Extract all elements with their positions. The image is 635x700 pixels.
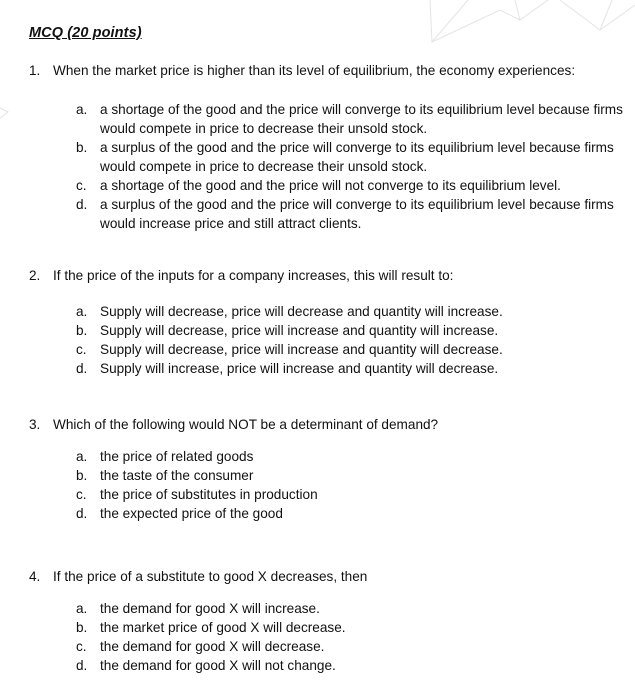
option-text: a shortage of the good and the price will not converge to its equilibrium level. <box>100 178 561 193</box>
option-c[interactable] <box>76 177 626 196</box>
question-text: When the market price is higher than its level of equilibrium, the economy experiences: <box>53 63 576 78</box>
option-text: a surplus of the good and the price will converge to its equilibrium level because firms would compete in price to decrease their unsold stock. <box>100 140 614 174</box>
option-a[interactable] <box>76 101 626 138</box>
option-letter: c. <box>76 178 87 193</box>
option-text: Supply will decrease, price will increase and quantity will decrease. <box>100 342 503 357</box>
option-letter: b. <box>76 323 88 338</box>
option-letter: b. <box>76 620 88 635</box>
option-letter: a. <box>76 304 88 319</box>
option-text: a surplus of the good and the price will converge to its equilibrium level because firms would increase price and still attract clients. <box>100 197 614 231</box>
option-letter: d. <box>76 506 88 521</box>
option-c[interactable] <box>76 638 626 657</box>
option-text: a shortage of the good and the price will converge to its equilibrium level because firms would compete in price to decrease their unsold stock. <box>100 102 623 136</box>
question-number: 4. <box>29 569 41 584</box>
option-letter: a. <box>76 102 88 117</box>
option-b[interactable] <box>76 322 626 341</box>
option-text: the demand for good X will decrease. <box>100 639 325 654</box>
option-letter: c. <box>76 639 87 654</box>
option-text: the price of related goods <box>100 449 254 464</box>
option-text: Supply will increase, price will increase and quantity will decrease. <box>100 361 499 376</box>
option-text: the taste of the consumer <box>100 468 254 483</box>
option-d[interactable] <box>76 657 626 676</box>
option-c[interactable] <box>76 486 626 505</box>
option-a[interactable] <box>76 600 626 619</box>
option-text: the demand for good X will not change. <box>100 658 336 673</box>
option-b[interactable] <box>76 467 626 486</box>
option-a[interactable] <box>76 303 626 322</box>
option-letter: b. <box>76 468 88 483</box>
option-text: the price of substitutes in production <box>100 487 318 502</box>
option-text: Supply will decrease, price will decrease and quantity will increase. <box>100 304 503 319</box>
option-letter: d. <box>76 658 88 673</box>
question-text: If the price of the inputs for a company increases, this will result to: <box>53 268 454 283</box>
option-c[interactable] <box>76 341 626 360</box>
option-d[interactable] <box>76 505 626 524</box>
option-d[interactable] <box>76 196 626 233</box>
option-text: the demand for good X will increase. <box>100 601 320 616</box>
option-letter: a. <box>76 449 88 464</box>
question-number: 1. <box>29 63 41 78</box>
question-text: If the price of a substitute to good X decreases, then <box>53 569 368 584</box>
question-text: Which of the following would NOT be a determinant of demand? <box>53 417 439 432</box>
option-letter: d. <box>76 197 88 212</box>
question-number: 3. <box>29 417 41 432</box>
option-text: Supply will decrease, price will increase and quantity will increase. <box>100 323 499 338</box>
option-text: the expected price of the good <box>100 506 283 521</box>
option-letter: c. <box>76 487 87 502</box>
option-b[interactable] <box>76 619 626 638</box>
option-d[interactable] <box>76 360 626 379</box>
question-number: 2. <box>29 268 41 283</box>
option-letter: d. <box>76 361 88 376</box>
section-heading: MCQ (20 points) <box>29 25 142 41</box>
option-letter: c. <box>76 342 87 357</box>
option-a[interactable] <box>76 448 626 467</box>
option-letter: b. <box>76 140 88 155</box>
option-text: the market price of good X will decrease. <box>100 620 346 635</box>
option-letter: a. <box>76 601 88 616</box>
option-b[interactable] <box>76 139 626 176</box>
